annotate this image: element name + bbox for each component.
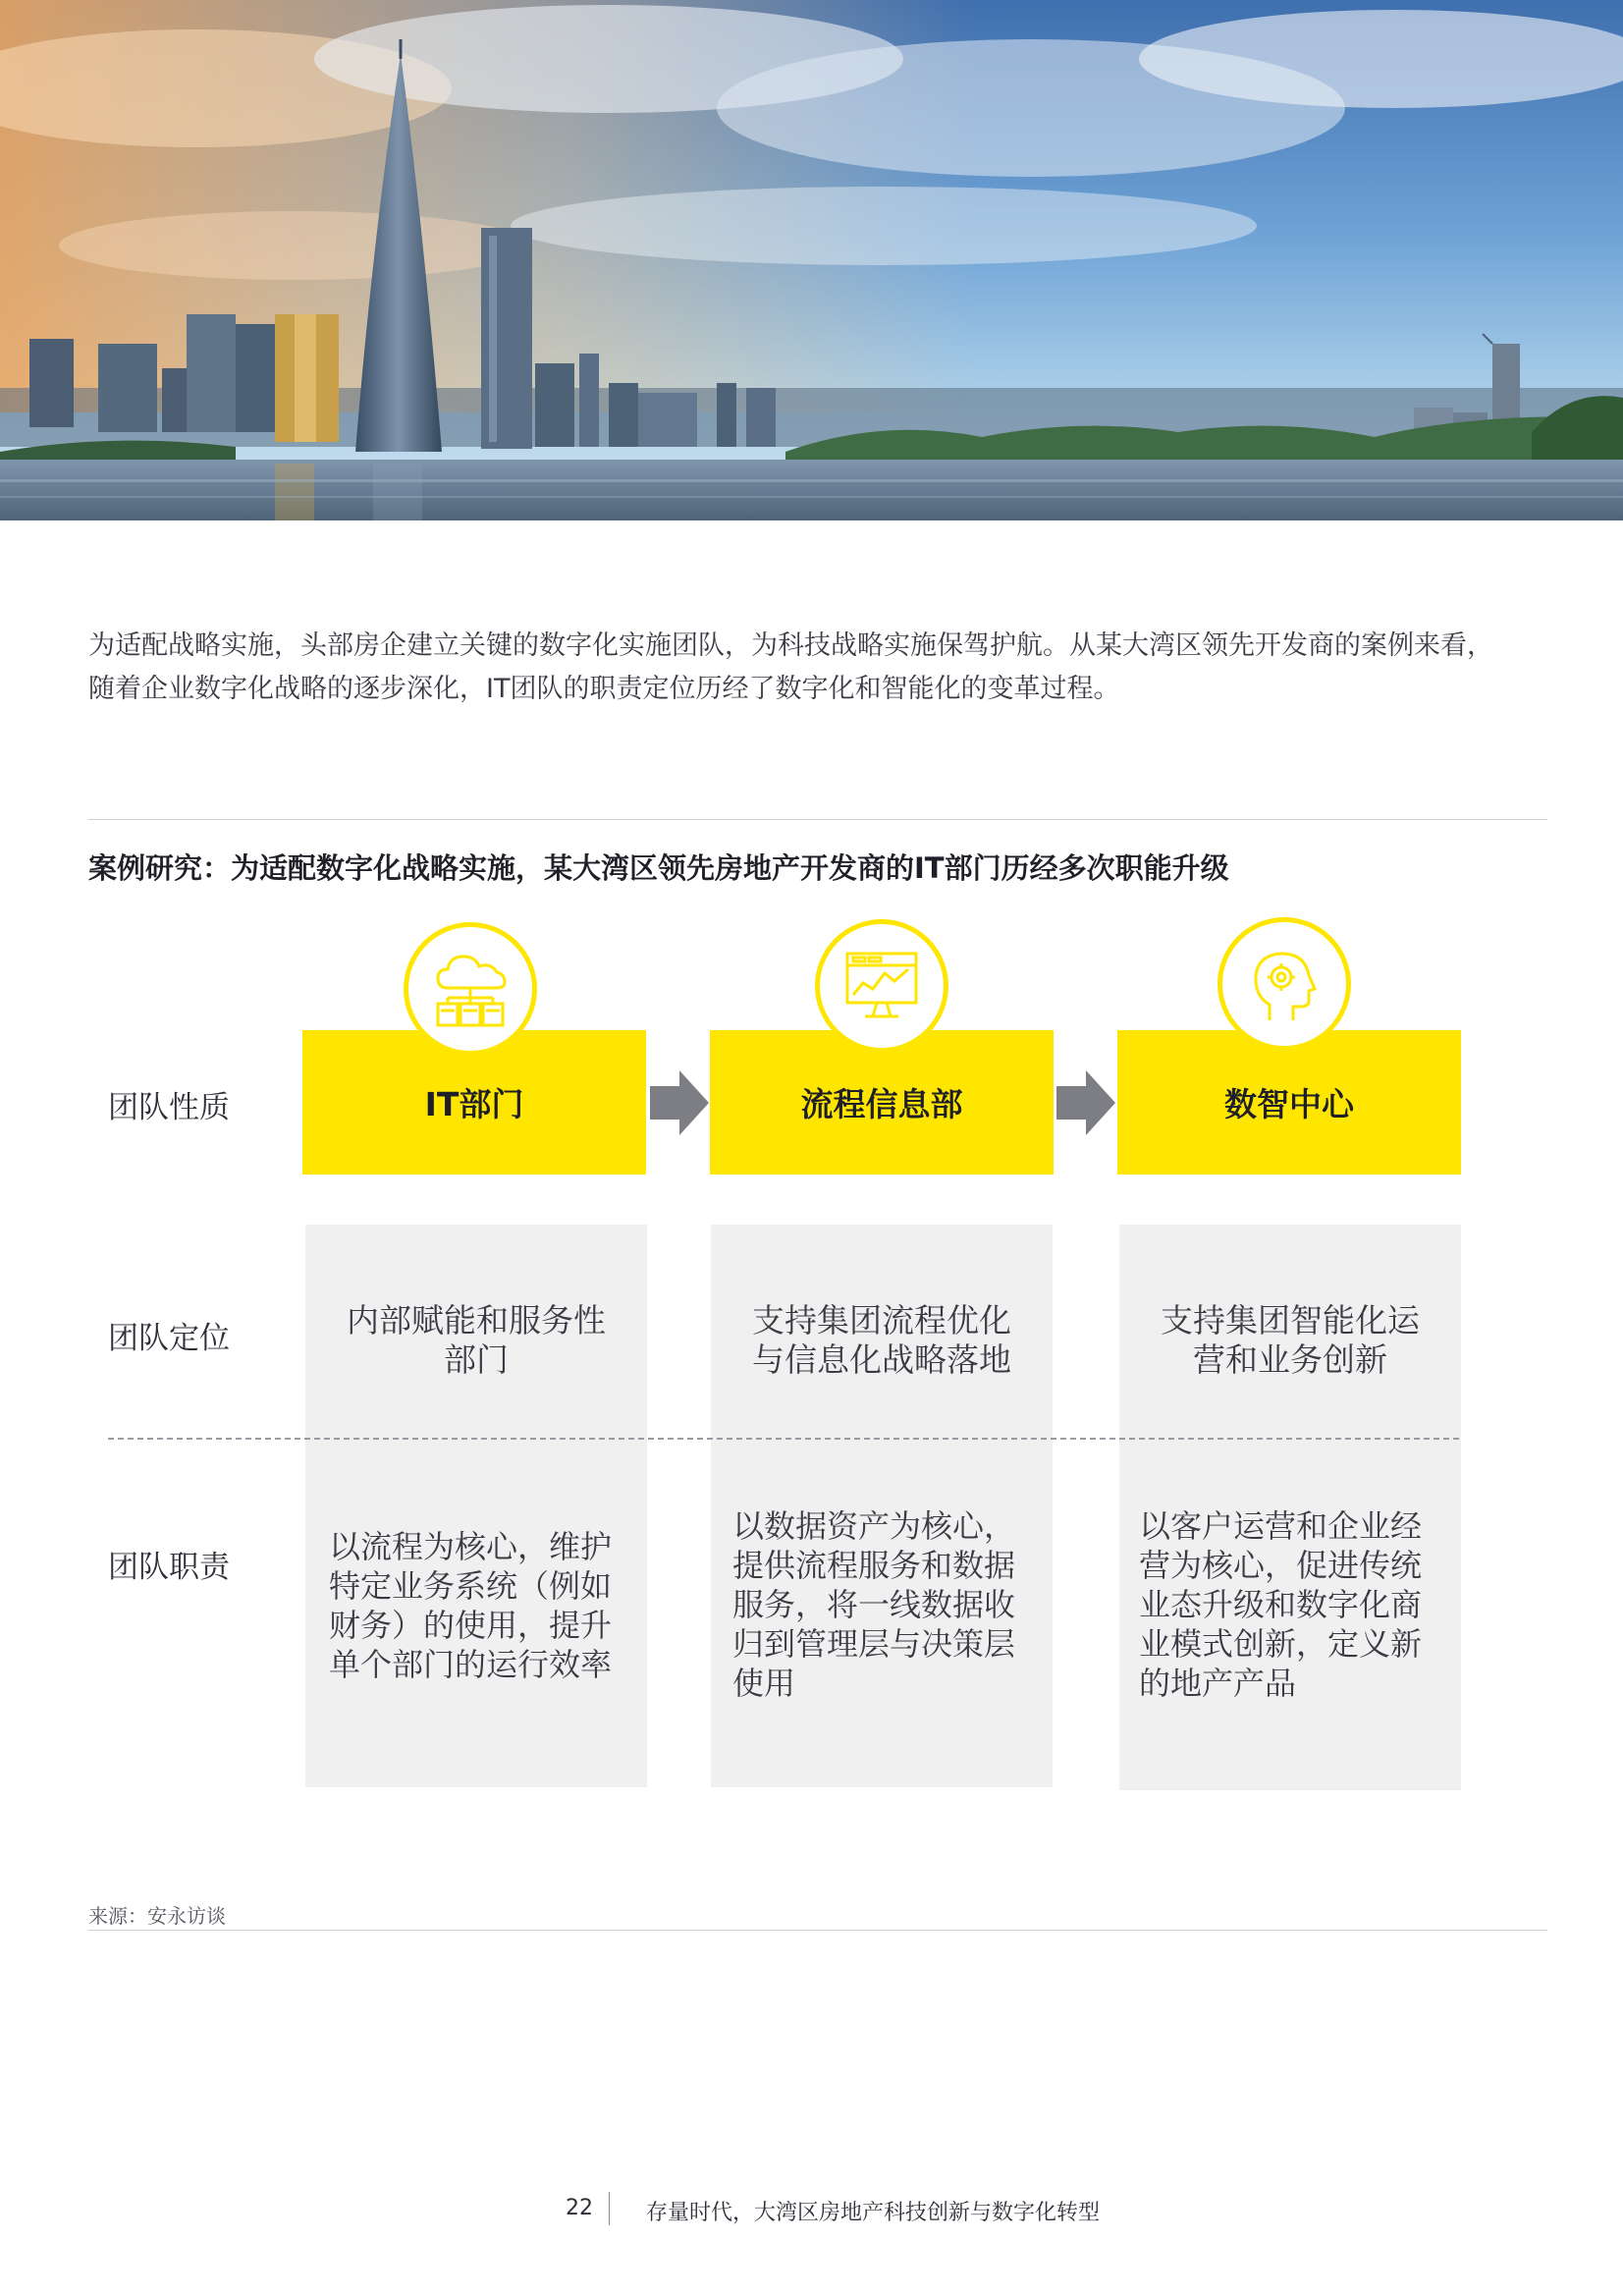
footer-separator bbox=[609, 2192, 610, 2225]
stage-3-box bbox=[1117, 1030, 1461, 1175]
stage-1-duty-line-2: 特定业务系统（例如 bbox=[329, 1567, 613, 1605]
stage-3-position-line-2: 营和业务创新 bbox=[1193, 1340, 1387, 1379]
stage-2-duty-line-4: 归到管理层与决策层 bbox=[732, 1625, 1016, 1663]
case-study-title: 案例研究：为适配数字化战略实施，某大湾区领先房地产开发商的IT部门历经多次职能升级 bbox=[88, 851, 1229, 885]
stage-3-duty-line-5: 的地产产品 bbox=[1139, 1665, 1297, 1702]
stage-1-name: IT部门 bbox=[424, 1085, 524, 1123]
stage-2-duty bbox=[732, 1506, 1015, 1703]
stage-1-duty-line-4: 单个部门的运行效率 bbox=[329, 1646, 613, 1683]
row-divider-dashed bbox=[108, 1438, 1459, 1440]
stage-3-duty-line-1: 以客户运营和企业经 bbox=[1139, 1507, 1423, 1545]
stage-2-position bbox=[711, 1301, 1053, 1380]
footer-title: 存量时代，大湾区房地产科技创新与数字化转型 bbox=[646, 2201, 1101, 2225]
stage-3-position-line-1: 支持集团智能化运 bbox=[1161, 1301, 1420, 1339]
row-label-duty: 团队职责 bbox=[108, 1550, 230, 1585]
stage-2-duty-line-5: 使用 bbox=[732, 1665, 796, 1702]
section-divider-top bbox=[88, 819, 1547, 820]
hero-skyline-image bbox=[0, 0, 1623, 520]
stage-2-duty-line-3: 服务，将一线数据收 bbox=[732, 1586, 1016, 1623]
stage-2-position-line-2: 与信息化战略落地 bbox=[752, 1340, 1011, 1379]
arrow-right-icon bbox=[1056, 1070, 1115, 1135]
intro-paragraph bbox=[88, 625, 1542, 711]
stage-1-position bbox=[305, 1301, 647, 1380]
stage-1-position-line-2: 部门 bbox=[444, 1340, 509, 1379]
stage-1-position-line-1: 内部赋能和服务性 bbox=[347, 1301, 606, 1339]
stage-3-duty-line-3: 业态升级和数字化商 bbox=[1139, 1586, 1423, 1623]
stage-1-duty-line-3: 财务）的使用，提升 bbox=[329, 1607, 613, 1644]
stage-3-duty bbox=[1139, 1506, 1422, 1703]
stage-1-duty bbox=[329, 1527, 612, 1684]
ai-head-icon bbox=[1217, 917, 1351, 1051]
arrow-right-icon bbox=[650, 1070, 709, 1135]
stage-2-name: 流程信息部 bbox=[800, 1085, 963, 1123]
monitor-chart-icon bbox=[815, 919, 948, 1053]
stage-2-position-line-1: 支持集团流程优化 bbox=[752, 1301, 1011, 1339]
row-label-position: 团队定位 bbox=[108, 1321, 230, 1356]
stage-3-name: 数智中心 bbox=[1224, 1085, 1354, 1123]
intro-line-1: 为适配战略实施，头部房企建立关键的数字化实施团队，为科技战略实施保驾护航。从某大湾区领先开发商的案例来看， bbox=[88, 630, 1493, 661]
row-label-nature: 团队性质 bbox=[108, 1090, 230, 1125]
stage-2-duty-line-2: 提供流程服务和数据 bbox=[732, 1547, 1016, 1584]
source-note: 来源：安永访谈 bbox=[88, 1904, 226, 1928]
section-divider-bottom bbox=[88, 1930, 1547, 1931]
stage-3-duty-line-4: 业模式创新，定义新 bbox=[1139, 1625, 1423, 1663]
page-number: 22 bbox=[566, 2196, 593, 2220]
stage-3-position bbox=[1119, 1301, 1461, 1380]
intro-line-2: 随着企业数字化战略的逐步深化，IT团队的职责定位历经了数字化和智能化的变革过程。 bbox=[88, 674, 1120, 704]
cloud-server-icon bbox=[404, 922, 537, 1056]
stage-1-duty-line-1: 以流程为核心，维护 bbox=[329, 1528, 613, 1565]
stage-2-duty-line-1: 以数据资产为核心， bbox=[732, 1507, 1016, 1545]
stage-3-duty-line-2: 营为核心，促进传统 bbox=[1139, 1547, 1423, 1584]
